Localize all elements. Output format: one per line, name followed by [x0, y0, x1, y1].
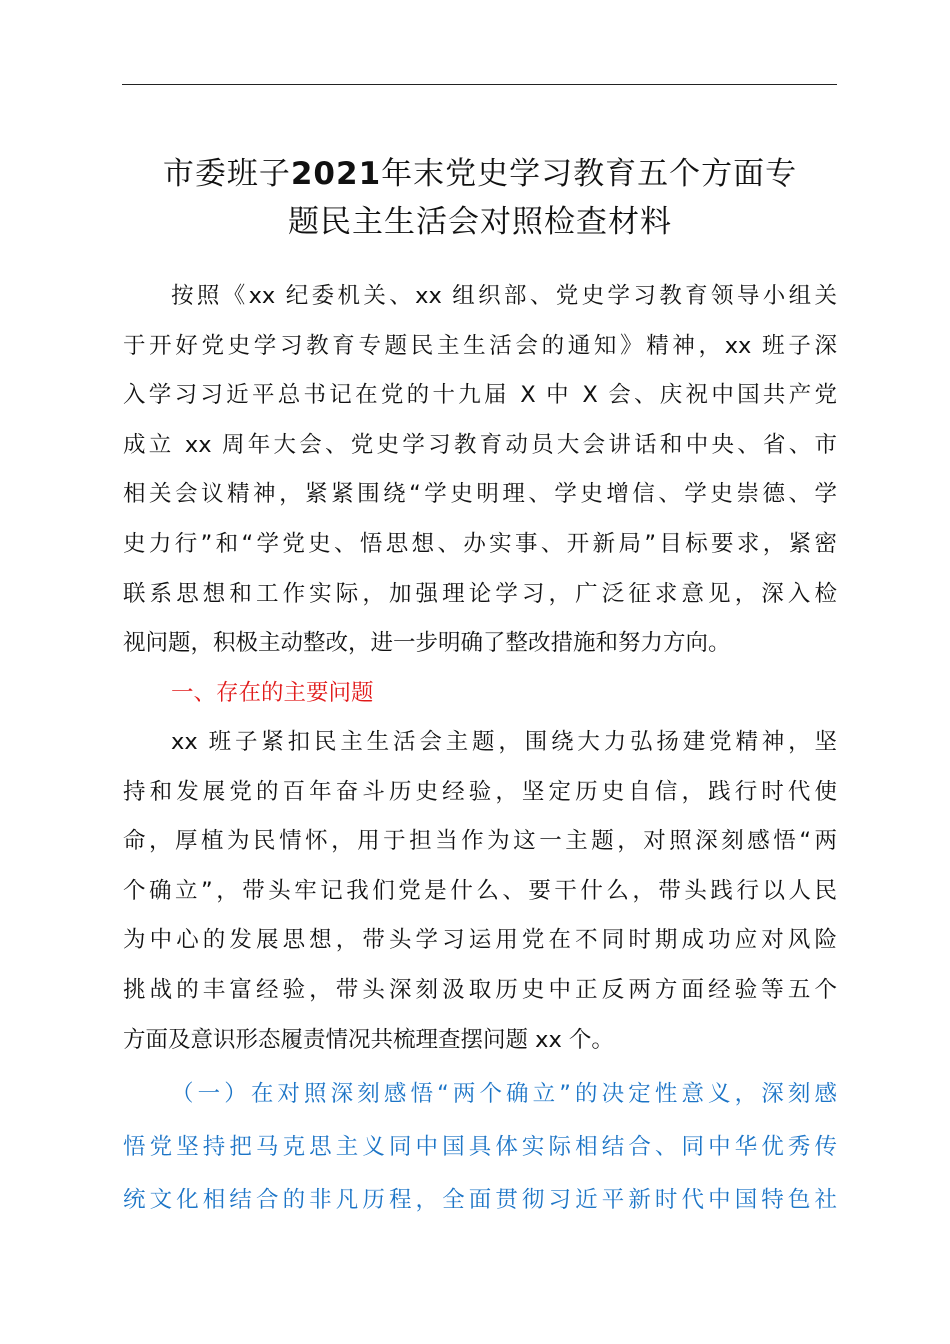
section-heading-text: 一、存在的主要问题 — [171, 680, 374, 706]
intro-paragraph — [123, 272, 837, 669]
subsection-heading-1 — [123, 1068, 837, 1227]
subsection-line: （一）在对照深刻感悟“两个确立”的决定性意义，深刻感 — [171, 1081, 837, 1107]
title-year: 2021 — [290, 156, 382, 192]
title-line-1 — [110, 150, 850, 198]
issues-line: 方面及意识形态履责情况共梳理查摆问题 xx 个。 — [123, 1026, 614, 1053]
issues-line: 挑战的丰富经验，带头深刻汲取历史中正反两方面经验等五个 — [123, 976, 837, 1003]
issues-line: 个确立”，带头牢记我们党是什么、要干什么，带头践行以人民 — [123, 877, 837, 904]
intro-line: 联系思想和工作实际，加强理论学习，广泛征求意见，深入检 — [123, 580, 837, 607]
header-rule — [122, 84, 837, 85]
intro-line: 成立 xx 周年大会、党史学习教育动员大会讲话和中央、省、市 — [123, 431, 837, 458]
subsection-line: 统文化相结合的非凡历程，全面贯彻习近平新时代中国特色社 — [123, 1187, 837, 1213]
issues-line: 命，厚植为民情怀，用于担当作为这一主题，对照深刻感悟“两 — [123, 828, 837, 855]
subsection-line: 悟党坚持把马克思主义同中国具体实际相结合、同中华优秀传 — [123, 1134, 837, 1160]
intro-line: 按照《xx 纪委机关、xx 组织部、党史学习教育领导小组关 — [171, 283, 837, 309]
issues-line: 为中心的发展思想，带头学习运用党在不同时期成功应对风险 — [123, 927, 837, 954]
issues-line: 持和发展党的百年奋斗历史经验，坚定历史自信，践行时代使 — [123, 778, 837, 805]
intro-line: 相关会议精神，紧紧围绕“学史明理、学史增信、学史崇德、学 — [123, 481, 837, 508]
section-heading-main-issues — [123, 669, 837, 719]
intro-line: 视问题，积极主动整改，进一步明确了整改措施和努力方向。 — [123, 630, 731, 657]
intro-line: 史力行”和“学党史、悟思想、办实事、开新局”目标要求，紧密 — [123, 530, 837, 557]
title-prefix: 市委班子 — [162, 156, 291, 192]
intro-line: 于开好党史学习教育专题民主生活会的通知》精神，xx 班子深 — [123, 332, 837, 359]
document-title — [110, 150, 850, 246]
title-suffix: 年末党史学习教育五个方面专 — [381, 156, 798, 192]
title-line-2: 题民主生活会对照检查材料 — [288, 204, 672, 240]
issues-paragraph — [123, 718, 837, 1065]
issues-line: xx 班子紧扣民主生活会主题，围绕大力弘扬建党精神，坚 — [171, 729, 837, 755]
intro-line: 入学习习近平总书记在党的十九届 X 中 X 会、庆祝中国共产党 — [123, 382, 837, 409]
